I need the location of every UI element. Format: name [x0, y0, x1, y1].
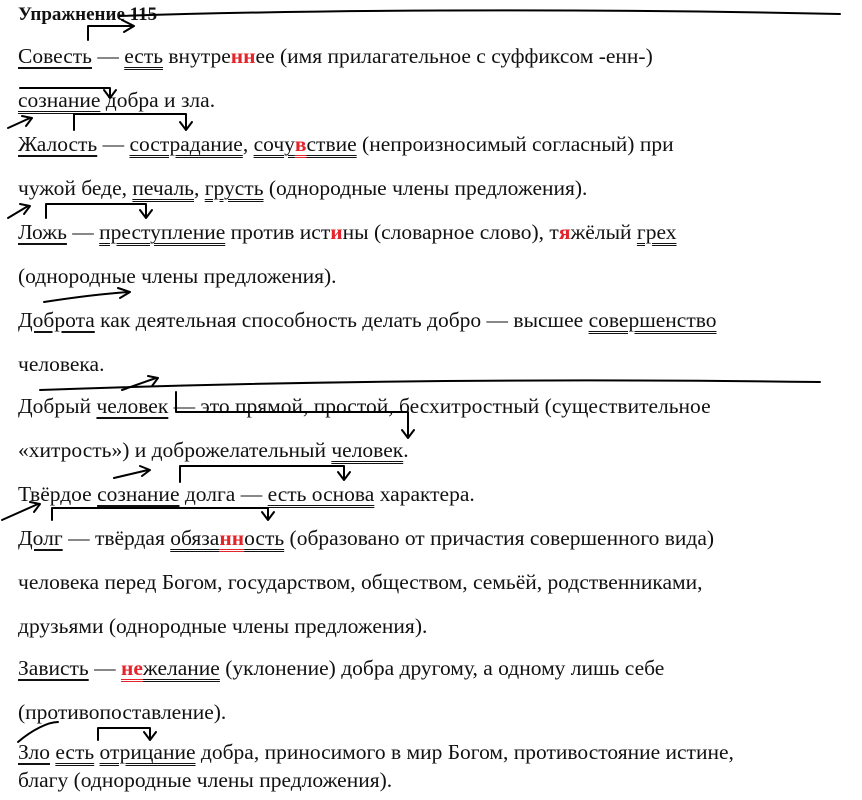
text-line	[18, 612, 427, 640]
predicate-word: есть основа	[267, 482, 375, 506]
text-line	[18, 262, 337, 290]
subject-word: Совесть	[18, 44, 92, 68]
text-run: добра и зла.	[100, 88, 216, 112]
subject-predicate-arrow	[8, 116, 32, 128]
text-line	[18, 86, 215, 114]
subject-word: Доброта	[18, 308, 95, 332]
text-run: Твёрдое	[18, 482, 98, 506]
text-run: (непроизносимый согласный) при	[356, 132, 674, 156]
text-run: —	[97, 132, 130, 156]
text-run: ны (словарное слово), т	[342, 220, 559, 244]
text-line	[18, 218, 676, 246]
predicate-word: печаль	[132, 176, 194, 200]
text-run: ,	[242, 132, 254, 156]
predicate-word: ость	[244, 526, 285, 550]
text-run: (уклонение) добра другому, а одному лишь себе	[219, 656, 665, 680]
subject-word: Зло	[18, 740, 50, 764]
text-run: Добрый	[18, 394, 97, 418]
exercise-heading: Упражнение 115	[18, 4, 158, 25]
text-run: как деятельная способность делать добро — высшее	[94, 308, 589, 332]
text-line	[18, 698, 226, 726]
subject-word: Ложь	[18, 220, 67, 244]
text-run: (однородные члены предложения).	[18, 264, 337, 288]
predicate-word: отрицание	[99, 740, 196, 764]
predicate-word: есть	[55, 740, 95, 764]
predicate-word: грех	[636, 220, 677, 244]
subject-predicate-arrow	[122, 376, 158, 390]
text-run: — твёрдая	[62, 526, 171, 550]
predicate-word: сострадание	[129, 132, 243, 156]
text-line	[18, 42, 653, 70]
predicate-word: сознание	[18, 88, 101, 112]
subject-predicate-arrow	[46, 204, 152, 218]
subject-word: Зависть	[18, 656, 89, 680]
text-line	[18, 130, 674, 158]
predicate-word: обяза	[170, 526, 220, 550]
text-line	[18, 436, 409, 464]
predicate-word: совершенство	[588, 308, 717, 332]
text-line	[18, 480, 475, 508]
text-line	[18, 350, 104, 378]
sentence-boundary-stroke	[120, 10, 840, 16]
text-run: внутре	[163, 44, 231, 68]
text-run: (однородные члены предложения).	[263, 176, 588, 200]
text-run: чужой беде,	[18, 176, 133, 200]
sentence-boundary-stroke	[40, 380, 820, 390]
text-run: —	[66, 220, 100, 244]
text-line	[18, 654, 664, 682]
text-run: человека.	[18, 352, 105, 376]
predicate-word: сочу	[253, 132, 295, 156]
text-run: друзьями (однородные члены предложения).	[18, 614, 428, 638]
highlighted-letters: я	[558, 220, 571, 244]
highlighted-letters: и	[330, 220, 343, 244]
text-run: — это прямой, простой, бесхитростный (существительное	[168, 394, 711, 418]
subject-word: сознание	[97, 482, 180, 506]
text-run: .	[403, 438, 409, 462]
text-run: против ист	[225, 220, 331, 244]
subject-predicate-arrow	[74, 114, 192, 130]
text-run: добра, приносимого в мир Богом, противостояние истине,	[195, 740, 734, 764]
text-run: жёлый	[570, 220, 637, 244]
text-run: человека перед Богом, государством, обществом, семьёй, родственниками,	[18, 570, 703, 594]
subject-word: Долг	[18, 526, 63, 550]
text-run: «хитрость») и доброжелательный	[18, 438, 332, 462]
predicate-word: ствие	[306, 132, 357, 156]
predicate-word: грусть	[204, 176, 264, 200]
text-run: ,	[193, 176, 205, 200]
text-run: —	[88, 656, 121, 680]
text-line	[18, 568, 703, 596]
text-run: ее (имя прилагательное с суффиксом -енн-)	[255, 44, 653, 68]
subject-predicate-arrow	[114, 466, 150, 478]
text-run: —	[91, 44, 125, 68]
highlighted-letters: не	[120, 656, 143, 680]
text-run: благу (однородные члены предложения).	[18, 768, 393, 792]
highlighted-letters: нн	[230, 44, 256, 68]
predicate-word: преступление	[99, 220, 226, 244]
text-run: (образовано от причастия совершенного вида)	[284, 526, 715, 550]
predicate-word: человек	[331, 438, 404, 462]
predicate-word: есть	[124, 44, 164, 68]
highlighted-letters: в	[294, 132, 307, 156]
subject-predicate-arrow	[44, 288, 130, 302]
text-line	[18, 766, 392, 794]
text-line	[18, 392, 711, 420]
text-run: (противопоставление).	[18, 700, 227, 724]
subject-predicate-arrow	[8, 204, 30, 218]
subject-word: Жалость	[18, 132, 98, 156]
text-run: характера.	[374, 482, 475, 506]
text-line	[18, 738, 734, 766]
text-line	[18, 306, 717, 334]
predicate-word: желание	[142, 656, 220, 680]
text-run: долга —	[179, 482, 268, 506]
text-line	[18, 174, 587, 202]
text-line	[18, 524, 714, 552]
subject-word: человек	[96, 394, 169, 418]
highlighted-letters: нн	[219, 526, 245, 550]
subject-predicate-arrow	[52, 508, 274, 520]
